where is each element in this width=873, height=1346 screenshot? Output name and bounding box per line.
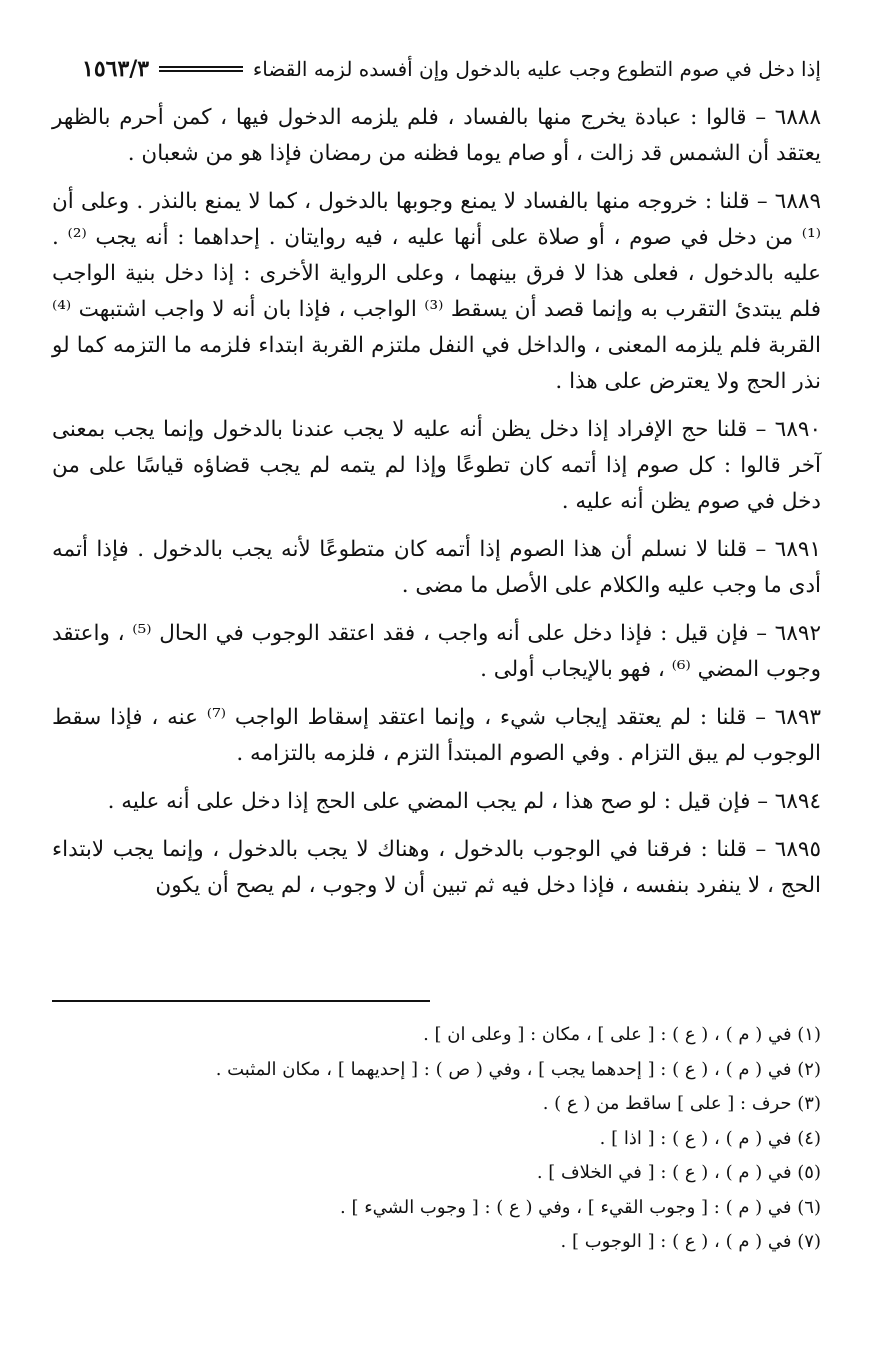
footnotes — [52, 1018, 821, 1260]
header-title: إذا دخل في صوم التطوع وجب عليه بالدخول وإن أفسده لزمه القضاء — [252, 57, 821, 81]
running-header — [82, 52, 821, 86]
paragraph-6888: ٦٨٨٨ – قالوا : عبادة يخرج منها بالفساد ، فلم يلزمه الدخول فيها ، كمن أحرم بالظهر يعتقد أن الشمس قد زالت ، أو صام يوما فظنه من رمضان فإذا هو من شعبان . — [52, 105, 821, 166]
footnote-2: (٢) في ( م ) ، ( ع ) : [ إحدهما يجب ] ، وفي ( ص ) : [ إحديهما ] ، مكان المثبت . — [215, 1058, 821, 1080]
footnote-6: (٦) في ( م ) : [ وجوب القيء ] ، وفي ( ع ) : [ وجوب الشيء ] . — [340, 1196, 821, 1218]
footnote-divider — [52, 1000, 430, 1002]
paragraph-6890: ٦٨٩٠ – قلنا حج الإفراد إذا دخل يظن أنه عليه لا يجب عندنا بالدخول وإنما يجب بمعنى آخر قالوا : كل صوم إذا أتمه كان تطوعًا وإذا لم يتمه لم يجب قضاؤه قياسًا على من دخل في صوم يظن أنه عليه . — [52, 417, 821, 514]
paragraph-6892: ٦٨٩٢ – فإن قيل : فإذا دخل على أنه واجب ، فقد اعتقد الوجوب في الحال ⁽⁵⁾ ، واعتقد وجوب المضي ⁽⁶⁾ ، فهو بالإيجاب أولى . — [52, 621, 821, 682]
footnote-3: (٣) حرف : [ على ] ساقط من ( ع ) . — [542, 1093, 821, 1114]
page-number: ١٥٦٣/٣ — [82, 56, 150, 82]
footnote-4: (٤) في ( م ) ، ( ع ) : [ اذا ] . — [599, 1127, 821, 1149]
footnote-1: (١) في ( م ) ، ( ع ) : [ على ] ، مكان : [ وعلى ان ] . — [423, 1024, 821, 1045]
paragraph-6895: ٦٨٩٥ – قلنا : فرقنا في الوجوب بالدخول ، وهناك لا يجب بالدخول ، وإنما يجب لابتداء الحج ، لا ينفرد بنفسه ، فإذا دخل فيه ثم تبين أن لا وجوب ، لم يصح أن يكون — [52, 837, 821, 898]
paragraph-6893: ٦٨٩٣ – قلنا : لم يعتقد إيجاب شيء ، وإنما اعتقد إسقاط الواجب ⁽⁷⁾ عنه ، فإذا سقط الوجوب لم يبق التزام . وفي الصوم المبتدأ التزم ، فلزمه بالتزامه . — [52, 705, 821, 766]
footnote-7: (٧) في ( م ) ، ( ع ) : [ الوجوب ] . — [560, 1231, 821, 1252]
paragraph-6889: ٦٨٨٩ – قلنا : خروجه منها بالفساد لا يمنع وجوبها بالدخول ، كما لا يمنع بالنذر . وعلى أن ⁽¹⁾ من دخل في صوم ، أو صلاة على أنها عليه ، فيه روايتان . إحداهما : أنه يجب ⁽²⁾ . عليه بالدخول ، فعلى هذا لا فرق بينهما ، وعلى الرواية الأخرى : إذا دخل بنية الواجب فلم يبتدئ التقرب به وإنما قصد أن يسقط ⁽³⁾ الواجب ، فإذا بان أنه لا واجب اشتبهت ⁽⁴⁾ القربة فلم يلزمه المعنى ، والداخل في النفل ملتزم القربة ابتداء فلزمه ما التزمه كما لو نذر الحج ولا يعترض على هذا . — [52, 189, 821, 394]
footnote-5: (٥) في ( م ) ، ( ع ) : [ في الخلاف ] . — [536, 1162, 821, 1183]
header-rule — [159, 66, 243, 72]
main-text — [52, 100, 821, 916]
paragraph-6891: ٦٨٩١ – قلنا لا نسلم أن هذا الصوم إذا أتمه كان متطوعًا لأنه يجب بالدخول . فإذا أتمه أدى ما وجب عليه والكلام على الأصل ما مضى . — [52, 537, 821, 598]
paragraph-6894: ٦٨٩٤ – فإن قيل : لو صح هذا ، لم يجب المضي على الحج إذا دخل على أنه عليه . — [107, 789, 821, 814]
